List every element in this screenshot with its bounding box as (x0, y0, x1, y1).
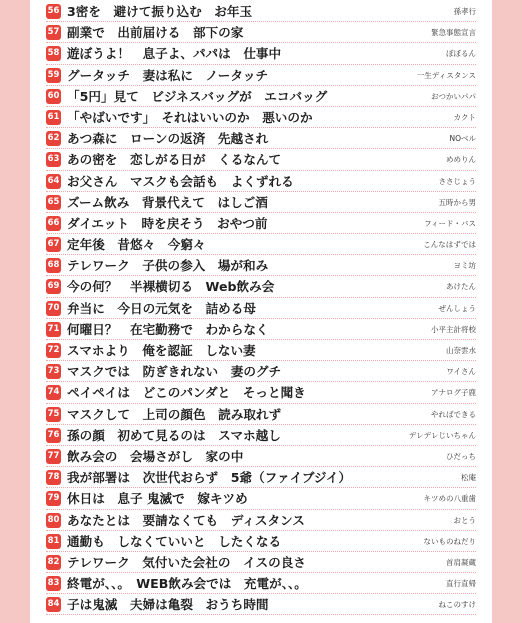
rank-number-badge: 60 (46, 89, 61, 104)
rank-number-badge: 61 (46, 110, 61, 125)
senryu-text: 3密を 避けて振り込む お年玉 (67, 4, 253, 19)
author-pen-name: 五時から男 (438, 197, 476, 207)
author-pen-name: ささじょう (438, 176, 476, 186)
ranking-row (46, 65, 476, 86)
senryu-text: 孫の顔 初めて見るのは スマホ越し (67, 427, 281, 443)
senryu-text: テレワーク 子供の参入 場が和み (67, 258, 269, 274)
ranking-row (46, 573, 476, 594)
senryu-text: 「やばいです」 それはいいのか 悪いのか (67, 109, 313, 125)
senryu-text: 通勤も しなくていいと したくなる (67, 533, 282, 549)
author-pen-name: ヨミ坊 (453, 261, 476, 271)
rank-number-badge: 58 (46, 46, 61, 61)
ranking-row (46, 171, 476, 192)
ranking-row (46, 446, 476, 467)
senryu-text: マスクして 上司の顔色 読み取れず (67, 406, 282, 422)
senryu-text: グータッチ 妻は私に ノータッチ (67, 67, 269, 83)
author-pen-name: 直行直帰 (446, 579, 476, 589)
senryu-text: 終電が、、。 WEB飲み会では 充電が、、。 (67, 576, 307, 592)
author-pen-name: キツめの八重歯 (423, 494, 476, 504)
ranking-row (46, 192, 476, 213)
author-pen-name: アナログ子鹿 (431, 388, 476, 398)
author-pen-name: フィード・バス (424, 218, 476, 228)
ranking-row (46, 22, 476, 43)
author-pen-name: 小平主計将校 (431, 324, 476, 334)
author-pen-name: ぼぼるん (446, 49, 476, 59)
ranking-row (46, 594, 476, 615)
author-pen-name: おつかいパパ (431, 91, 476, 101)
ranking-row (46, 361, 476, 382)
rank-number-badge: 71 (46, 322, 61, 337)
senryu-text: 休日は 息子 鬼滅で 嫁キツめ (67, 491, 248, 507)
right-decorative-stripe (492, 0, 522, 623)
senryu-text: ズーム飲み 背景代えて はしご酒 (67, 194, 268, 210)
ranking-row (46, 425, 476, 446)
rank-number-badge: 81 (46, 534, 61, 549)
rank-number-badge: 59 (46, 68, 61, 83)
ranking-row (46, 234, 476, 255)
senryu-text: スマホより 俺を認証 しない妻 (67, 343, 256, 358)
rank-number-badge: 83 (46, 576, 61, 591)
author-pen-name: ひだっち (446, 451, 476, 461)
senryu-text: 何曜日？ 在宅勤務で わからなく (67, 321, 269, 337)
ranking-row (46, 552, 476, 573)
ranking-row (46, 510, 476, 531)
senryu-text: 今の何？ 半裸横切る Web飲み会 (67, 279, 275, 295)
rank-number-badge: 70 (46, 301, 61, 316)
author-pen-name: ねこのすけ (438, 600, 476, 610)
author-pen-name: 孫孝行 (453, 7, 476, 16)
ranking-row (46, 467, 476, 488)
ranking-row (46, 319, 476, 340)
ranking-row (46, 340, 476, 361)
ranking-row (46, 1, 476, 22)
senryu-text: 「5円」見て ビジネスバッグが エコバッグ (67, 88, 328, 104)
rank-number-badge: 69 (46, 279, 61, 294)
author-pen-name: 山奈雲水 (446, 346, 476, 355)
author-pen-name: やればできる (431, 409, 476, 419)
author-pen-name: こんなはずでは (423, 240, 476, 250)
author-pen-name: ワイさん (446, 367, 476, 377)
rank-number-badge: 68 (46, 258, 61, 273)
senryu-text: 弁当に 今日の元気を 詰める母 (67, 300, 256, 316)
rank-number-badge: 79 (46, 491, 61, 506)
author-pen-name: NOベル (449, 134, 476, 144)
ranking-row (46, 107, 476, 128)
rank-number-badge: 72 (46, 343, 61, 358)
author-pen-name: ないものねだり (423, 536, 476, 546)
ranking-row (46, 488, 476, 509)
senryu-text: 我が部署は 次世代おらず 5爺（ファイブジイ） (67, 470, 352, 486)
rank-number-badge: 78 (46, 470, 61, 485)
rank-number-badge: 57 (46, 25, 61, 40)
author-pen-name: めめりん (446, 155, 476, 165)
rank-number-badge: 66 (46, 216, 61, 231)
author-pen-name: カクト (453, 112, 476, 122)
rank-number-badge: 77 (46, 449, 61, 464)
senryu-text: テレワーク 気付いた会社の イスの良さ (67, 554, 306, 570)
senryu-text: お父さん マスクも会話も よくずれる (67, 173, 294, 189)
author-pen-name: 首肩凝蔵 (446, 557, 476, 567)
senryu-text: マスクでは 防ぎきれない 妻のグチ (67, 364, 282, 380)
ranking-row (46, 531, 476, 552)
rank-number-badge: 84 (46, 597, 61, 612)
rank-number-badge: 74 (46, 385, 61, 400)
ranking-row (46, 86, 476, 107)
author-pen-name: 松庵 (461, 473, 476, 483)
senryu-text: 定年後 昔悠々 今窮々 (67, 237, 206, 253)
ranking-row (46, 149, 476, 170)
senryu-text: ペイペイは どこのパンダと そっと聞き (67, 385, 306, 401)
rank-number-badge: 82 (46, 555, 61, 570)
rank-number-badge: 56 (46, 4, 61, 19)
senryu-text: あなたとは 要請なくても ディスタンス (67, 512, 305, 528)
rank-number-badge: 76 (46, 428, 61, 443)
ranking-list (46, 1, 476, 615)
author-pen-name: 一生ディスタンス (416, 70, 476, 80)
author-pen-name: ぜんしょう (438, 303, 476, 313)
author-pen-name: 緊急事態宣言 (431, 28, 476, 38)
senryu-text: 子は鬼滅 夫婦は亀裂 おうち時間 (67, 597, 269, 613)
senryu-text: 飲み会の 会場さがし 家の中 (67, 448, 244, 464)
rank-number-badge: 80 (46, 513, 61, 528)
rank-number-badge: 67 (46, 237, 61, 252)
ranking-row (46, 382, 476, 403)
ranking-row (46, 298, 476, 319)
senryu-text: あの密を 恋しがる日が くるなんて (67, 152, 282, 168)
senryu-text: あつ森に ローンの返済 先越され (67, 131, 269, 147)
author-pen-name: デレデレじいちゃん (408, 430, 476, 440)
rank-number-badge: 64 (46, 174, 61, 189)
ranking-row (46, 128, 476, 149)
author-pen-name: おとう (453, 515, 476, 525)
ranking-row (46, 404, 476, 425)
left-decorative-stripe (0, 0, 30, 623)
senryu-text: 副業で 出前届ける 部下の家 (67, 25, 244, 41)
author-pen-name: あけたん (446, 282, 476, 292)
rank-number-badge: 75 (46, 407, 61, 422)
rank-number-badge: 63 (46, 152, 61, 167)
senryu-text: ダイエット 時を戻そう おやつ前 (67, 215, 268, 231)
ranking-row (46, 255, 476, 276)
senryu-text: 遊ぼうよ！ 息子よ、パパは 仕事中 (67, 46, 282, 62)
ranking-row (46, 213, 476, 234)
ranking-row (46, 276, 476, 297)
rank-number-badge: 73 (46, 364, 61, 379)
ranking-row (46, 43, 476, 64)
rank-number-badge: 65 (46, 195, 61, 210)
rank-number-badge: 62 (46, 131, 61, 146)
